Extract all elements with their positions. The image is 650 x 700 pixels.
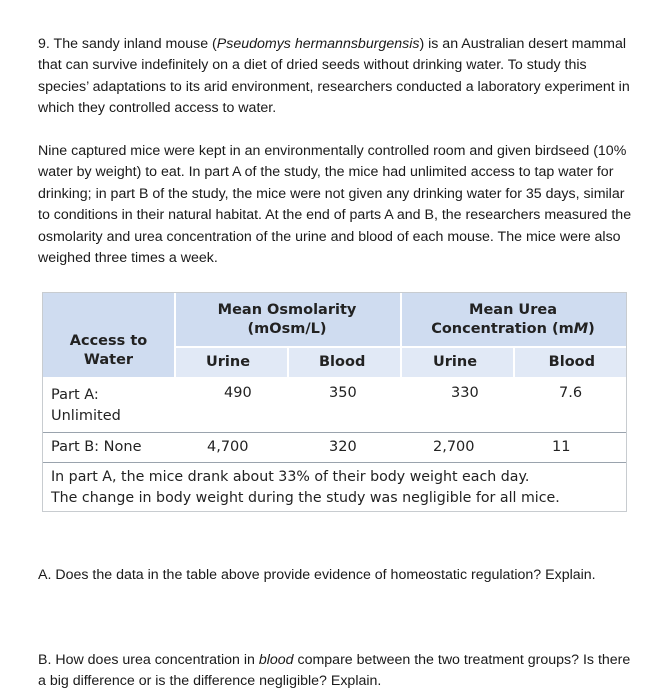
row-label-part-a: Part A: Unlimited [51, 387, 121, 424]
cell-b-urea-blood: 11 [552, 439, 571, 455]
question-number: 9. [38, 36, 50, 52]
cell-b-osm-urine: 4,700 [207, 439, 249, 455]
access-header: Access to Water [69, 333, 148, 368]
cell-a-urea-blood: 7.6 [559, 385, 583, 401]
row-label-part-b: Part B: None [51, 439, 142, 455]
subheader-urea-urine: Urine [433, 354, 478, 370]
cell-a-osm-urine: 490 [224, 385, 252, 401]
cell-a-osm-blood: 350 [329, 385, 357, 401]
row-divider [43, 432, 626, 433]
cell-b-urea-urine: 2,700 [433, 439, 475, 455]
urea-header: Mean Urea Concentration (mM) [431, 302, 595, 337]
emphasis-blood: blood [258, 652, 294, 668]
species-name: Pseudomys hermannsburgensis [216, 36, 420, 52]
intro-paragraph: 9. The sandy inland mouse (Pseudomys hermannsburgensis) is an Australian desert mammal that can survive indefinitely on a diet of dried seeds without drinking water. To study this species’ adaptations to its arid environment, researchers conducted a laboratory experiment in which they controlled access to water. [38, 36, 630, 117]
subheader-osm-urine: Urine [206, 354, 251, 370]
question-a: A. Does the data in the table above provide evidence of homeostatic regulation? Explain. [38, 567, 596, 583]
question-b: B. How does urea concentration in blood compare between the two treatment groups? Is there a big difference or is the difference negligible? Explain. [38, 652, 631, 690]
data-table [42, 292, 627, 512]
header-divider [174, 346, 626, 348]
cell-a-urea-urine: 330 [451, 385, 479, 401]
cell-b-osm-blood: 320 [329, 439, 357, 455]
table-note: In part A, the mice drank about 33% of their body weight each day. The change in body weight during the study was negligible for all mice. [51, 469, 560, 506]
subheader-osm-blood: Blood [319, 354, 366, 370]
osmolarity-header: Mean Osmolarity (mOsm/L) [217, 302, 357, 337]
subheader-urea-blood: Blood [548, 354, 595, 370]
method-paragraph: Nine captured mice were kept in an environmentally controlled room and given birdseed (10% water by weight) to eat. In part A of the study, the mice had unlimited access to tap water for drinking; in part B of the study, the mice were not given any drinking water for 35 days, similar to conditions in their natural habitat. At the end of parts A and B, the researchers measured the osmolarity and urea concentration of the urine and blood of each mouse. The mice were also weighed three times a week. [38, 143, 632, 267]
row-divider [43, 462, 626, 463]
header-divider [287, 347, 289, 377]
